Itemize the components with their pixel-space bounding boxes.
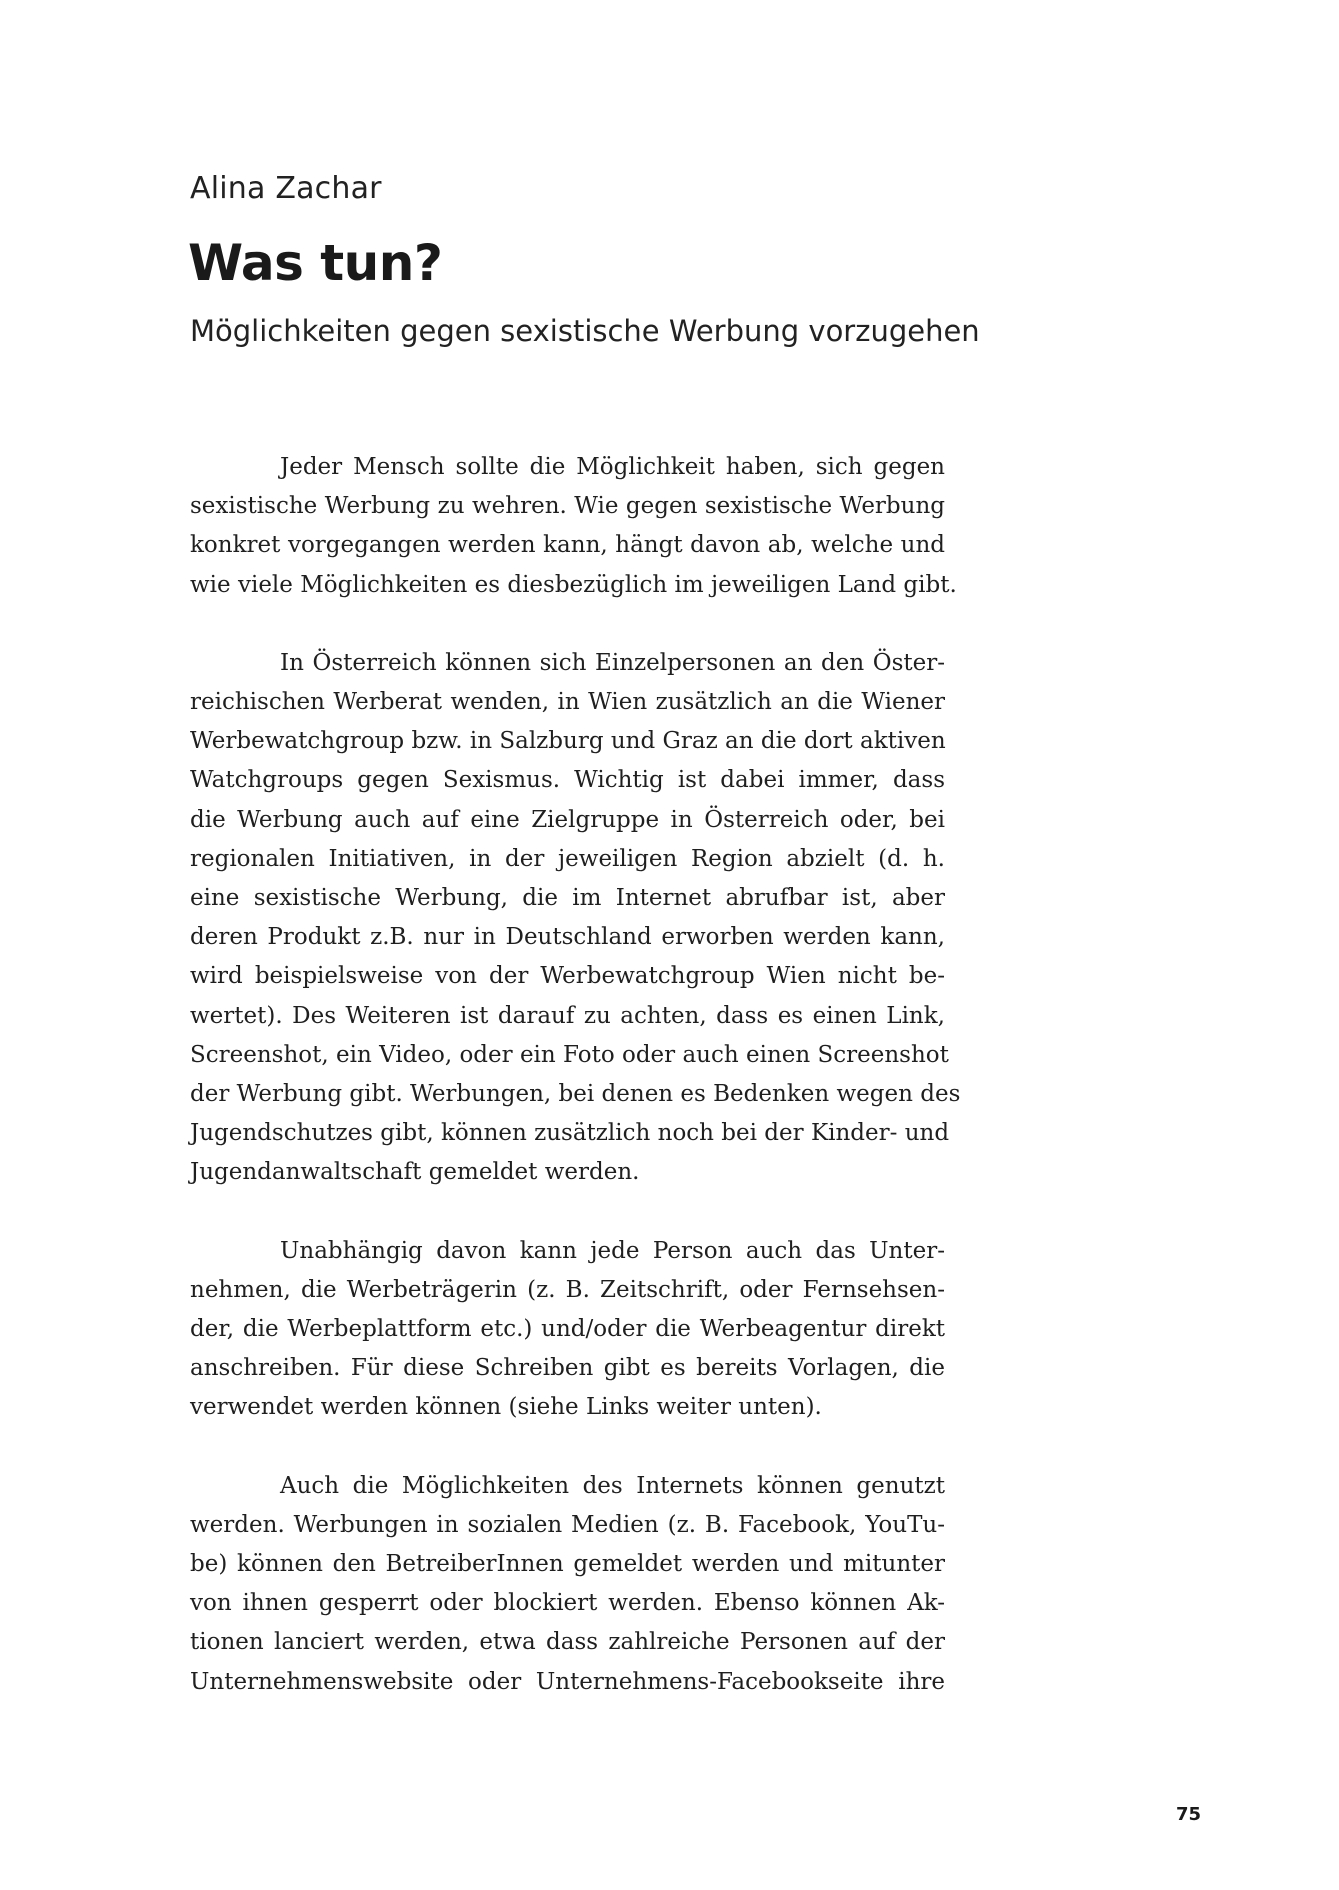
paragraph-1 (190, 448, 957, 605)
text-line: konkret vorgegangen werden kann, hängt davon ab, welche und (190, 532, 945, 559)
text-line: wie viele Möglichkeiten es diesbezüglich im jeweiligen Land gibt. (190, 571, 957, 598)
page-number: 75 (1176, 1804, 1202, 1825)
text-line: Jugendschutzes gibt, können zusätzlich noch bei der Kinder- und (190, 1120, 950, 1147)
text-line: von ihnen gesperrt oder blockiert werden. Ebenso können Ak- (190, 1590, 945, 1617)
paragraph-2 (190, 644, 961, 1193)
text-line: Jeder Mensch sollte die Möglichkeit haben, sich gegen (280, 454, 945, 480)
text-line: verwendet werden können (siehe Links weiter unten). (190, 1394, 822, 1421)
text-line: anschreiben. Für diese Schreiben gibt es bereits Vorlagen, die (190, 1355, 945, 1382)
text-line: der Werbung gibt. Werbungen, bei denen es Bedenken wegen des (190, 1081, 961, 1108)
text-line: sexistische Werbung zu wehren. Wie gegen sexistische Werbung (190, 493, 945, 520)
text-line: der, die Werbeplattform etc.) und/oder die Werbeagentur direkt (190, 1316, 945, 1343)
text-line: eine sexistische Werbung, die im Internet abrufbar ist, aber (190, 885, 945, 912)
paragraph-4 (190, 1467, 945, 1702)
text-line: werden. Werbungen in sozialen Medien (z. B. Facebook, YouTu- (190, 1511, 945, 1538)
text-line: Screenshot, ein Video, oder ein Foto oder auch einen Screenshot (190, 1041, 949, 1068)
text-line: Auch die Möglichkeiten des Internets können genutzt (280, 1472, 945, 1499)
paragraph-3 (190, 1232, 945, 1428)
text-line: In Österreich können sich Einzelpersonen an den Öster- (280, 649, 945, 676)
text-line: reichischen Werberat wenden, in Wien zusätzlich an die Wiener (190, 689, 945, 716)
author-name: Alina Zachar (190, 171, 382, 206)
article-subtitle: Möglichkeiten gegen sexistische Werbung vorzugehen (190, 314, 980, 348)
text-line: regionalen Initiativen, in der jeweiligen Region abzielt (d. h. (190, 845, 945, 872)
text-line: Werbewatchgroup bzw. in Salzburg und Graz an die dort aktiven (190, 728, 946, 755)
text-line: wertet). Des Weiteren ist darauf zu achten, dass es einen Link, (190, 1002, 945, 1029)
text-line: Watchgroups gegen Sexismus. Wichtig ist dabei immer, dass (190, 767, 945, 794)
text-line: Unternehmenswebsite oder Unternehmens-Facebookseite ihre (190, 1668, 945, 1695)
article-title: Was tun? (188, 234, 443, 292)
article-body (190, 448, 961, 1741)
text-line: nehmen, die Werbeträgerin (z. B. Zeitschrift, oder Fernsehsen- (190, 1276, 945, 1303)
text-line: be) können den BetreiberInnen gemeldet werden und mitunter (190, 1551, 945, 1578)
text-line: deren Produkt z.B. nur in Deutschland erworben werden kann, (190, 924, 945, 951)
text-line: Jugendanwaltschaft gemeldet werden. (190, 1159, 640, 1186)
text-line: Unabhängig davon kann jede Person auch das Unter- (280, 1237, 945, 1264)
text-line: wird beispielsweise von der Werbewatchgroup Wien nicht be- (190, 963, 945, 990)
text-line: tionen lanciert werden, etwa dass zahlreiche Personen auf der (190, 1629, 945, 1656)
text-line: die Werbung auch auf eine Zielgruppe in Österreich oder, bei (190, 806, 945, 833)
